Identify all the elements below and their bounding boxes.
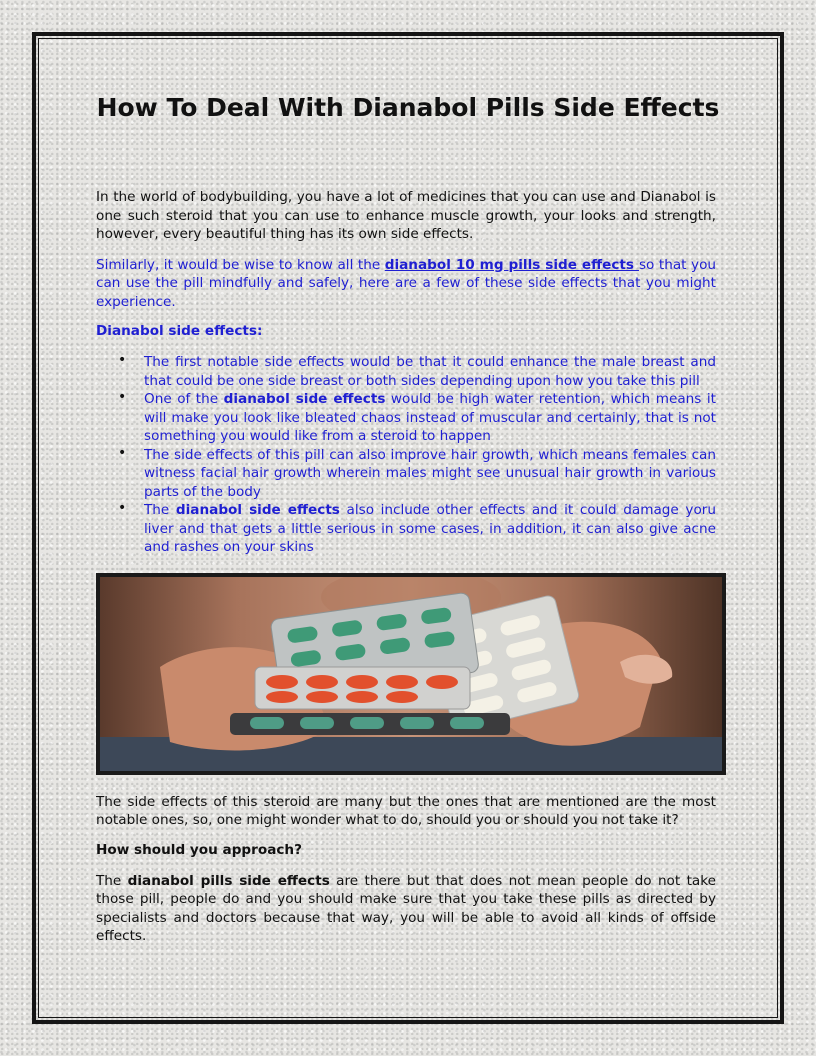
- para2-after: so that you can use the pill mindfully and safely, here are a few of these side effects that you might experience.: [96, 256, 717, 310]
- list-item: [118, 352, 716, 390]
- para2-before: Similarly, it would be wise to know all the: [96, 256, 385, 273]
- final-text: are there but that does not mean people do not take those pill, people do and you should make sure that you take these pills as directed by specialists and doctors because that way, you will be able to avoid all kinds of offside effects.: [96, 872, 716, 944]
- after-image-paragraph: The side effects of this steroid are many but the ones that are mentioned are the most notable ones, so, one might wonder what to do, should you or should you not take it?: [96, 793, 716, 828]
- bullet-icon: •: [118, 444, 127, 461]
- list-item-text: The side effects of this pill can also improve hair growth, which means females can witness facial hair growth wherein males might see unusual hair growth in various parts of the body: [144, 446, 716, 500]
- final-paragraph: [96, 872, 716, 946]
- bullet-icon: •: [118, 500, 127, 516]
- section-heading-side-effects: Dianabol side effects:: [96, 323, 263, 339]
- pills-photo-icon: [100, 577, 722, 771]
- bullet-icon: •: [118, 389, 127, 405]
- list-item: [118, 500, 716, 557]
- list-item-text: would be high water retention, which means it will make you look like bleated chaos instead of muscular and certainly, that is not something you would like from a steroid to happen: [144, 391, 716, 444]
- list-item-text: The: [144, 502, 176, 518]
- pills-in-hands-photo: [96, 573, 726, 775]
- side-effects-link[interactable]: dianabol 10 mg pills side effects: [384, 256, 639, 273]
- article-body: [96, 188, 716, 958]
- list-item-bold: dianabol side effects: [175, 502, 340, 518]
- list-item-bold: dianabol side effects: [223, 391, 386, 407]
- list-item-text: One of the: [144, 391, 224, 407]
- list-item: [118, 444, 716, 502]
- list-item-text: The first notable side effects would be that it could enhance the male breast and that could be one side breast or both sides depending upon how you take this pill: [144, 354, 716, 389]
- list-item: [118, 389, 716, 446]
- section-heading-approach: How should you approach?: [96, 841, 302, 858]
- final-text: The: [96, 872, 128, 889]
- side-effects-list: [96, 353, 716, 557]
- page-title: How To Deal With Dianabol Pills Side Effects: [96, 93, 720, 122]
- intro-paragraph: In the world of bodybuilding, you have a lot of medicines that you can use and Dianabol is one such steroid that you can use to enhance muscle growth, your looks and strength, however, every beautiful thing has its own side effects.: [96, 189, 716, 242]
- second-paragraph: [96, 256, 716, 312]
- list-item-text: also include other effects and it could damage yoru liver and that gets a little serious in some cases, in addition, it can also give acne and rashes on your skins: [144, 502, 716, 555]
- final-bold: dianabol pills side effects: [127, 872, 330, 889]
- bullet-icon: •: [118, 352, 127, 368]
